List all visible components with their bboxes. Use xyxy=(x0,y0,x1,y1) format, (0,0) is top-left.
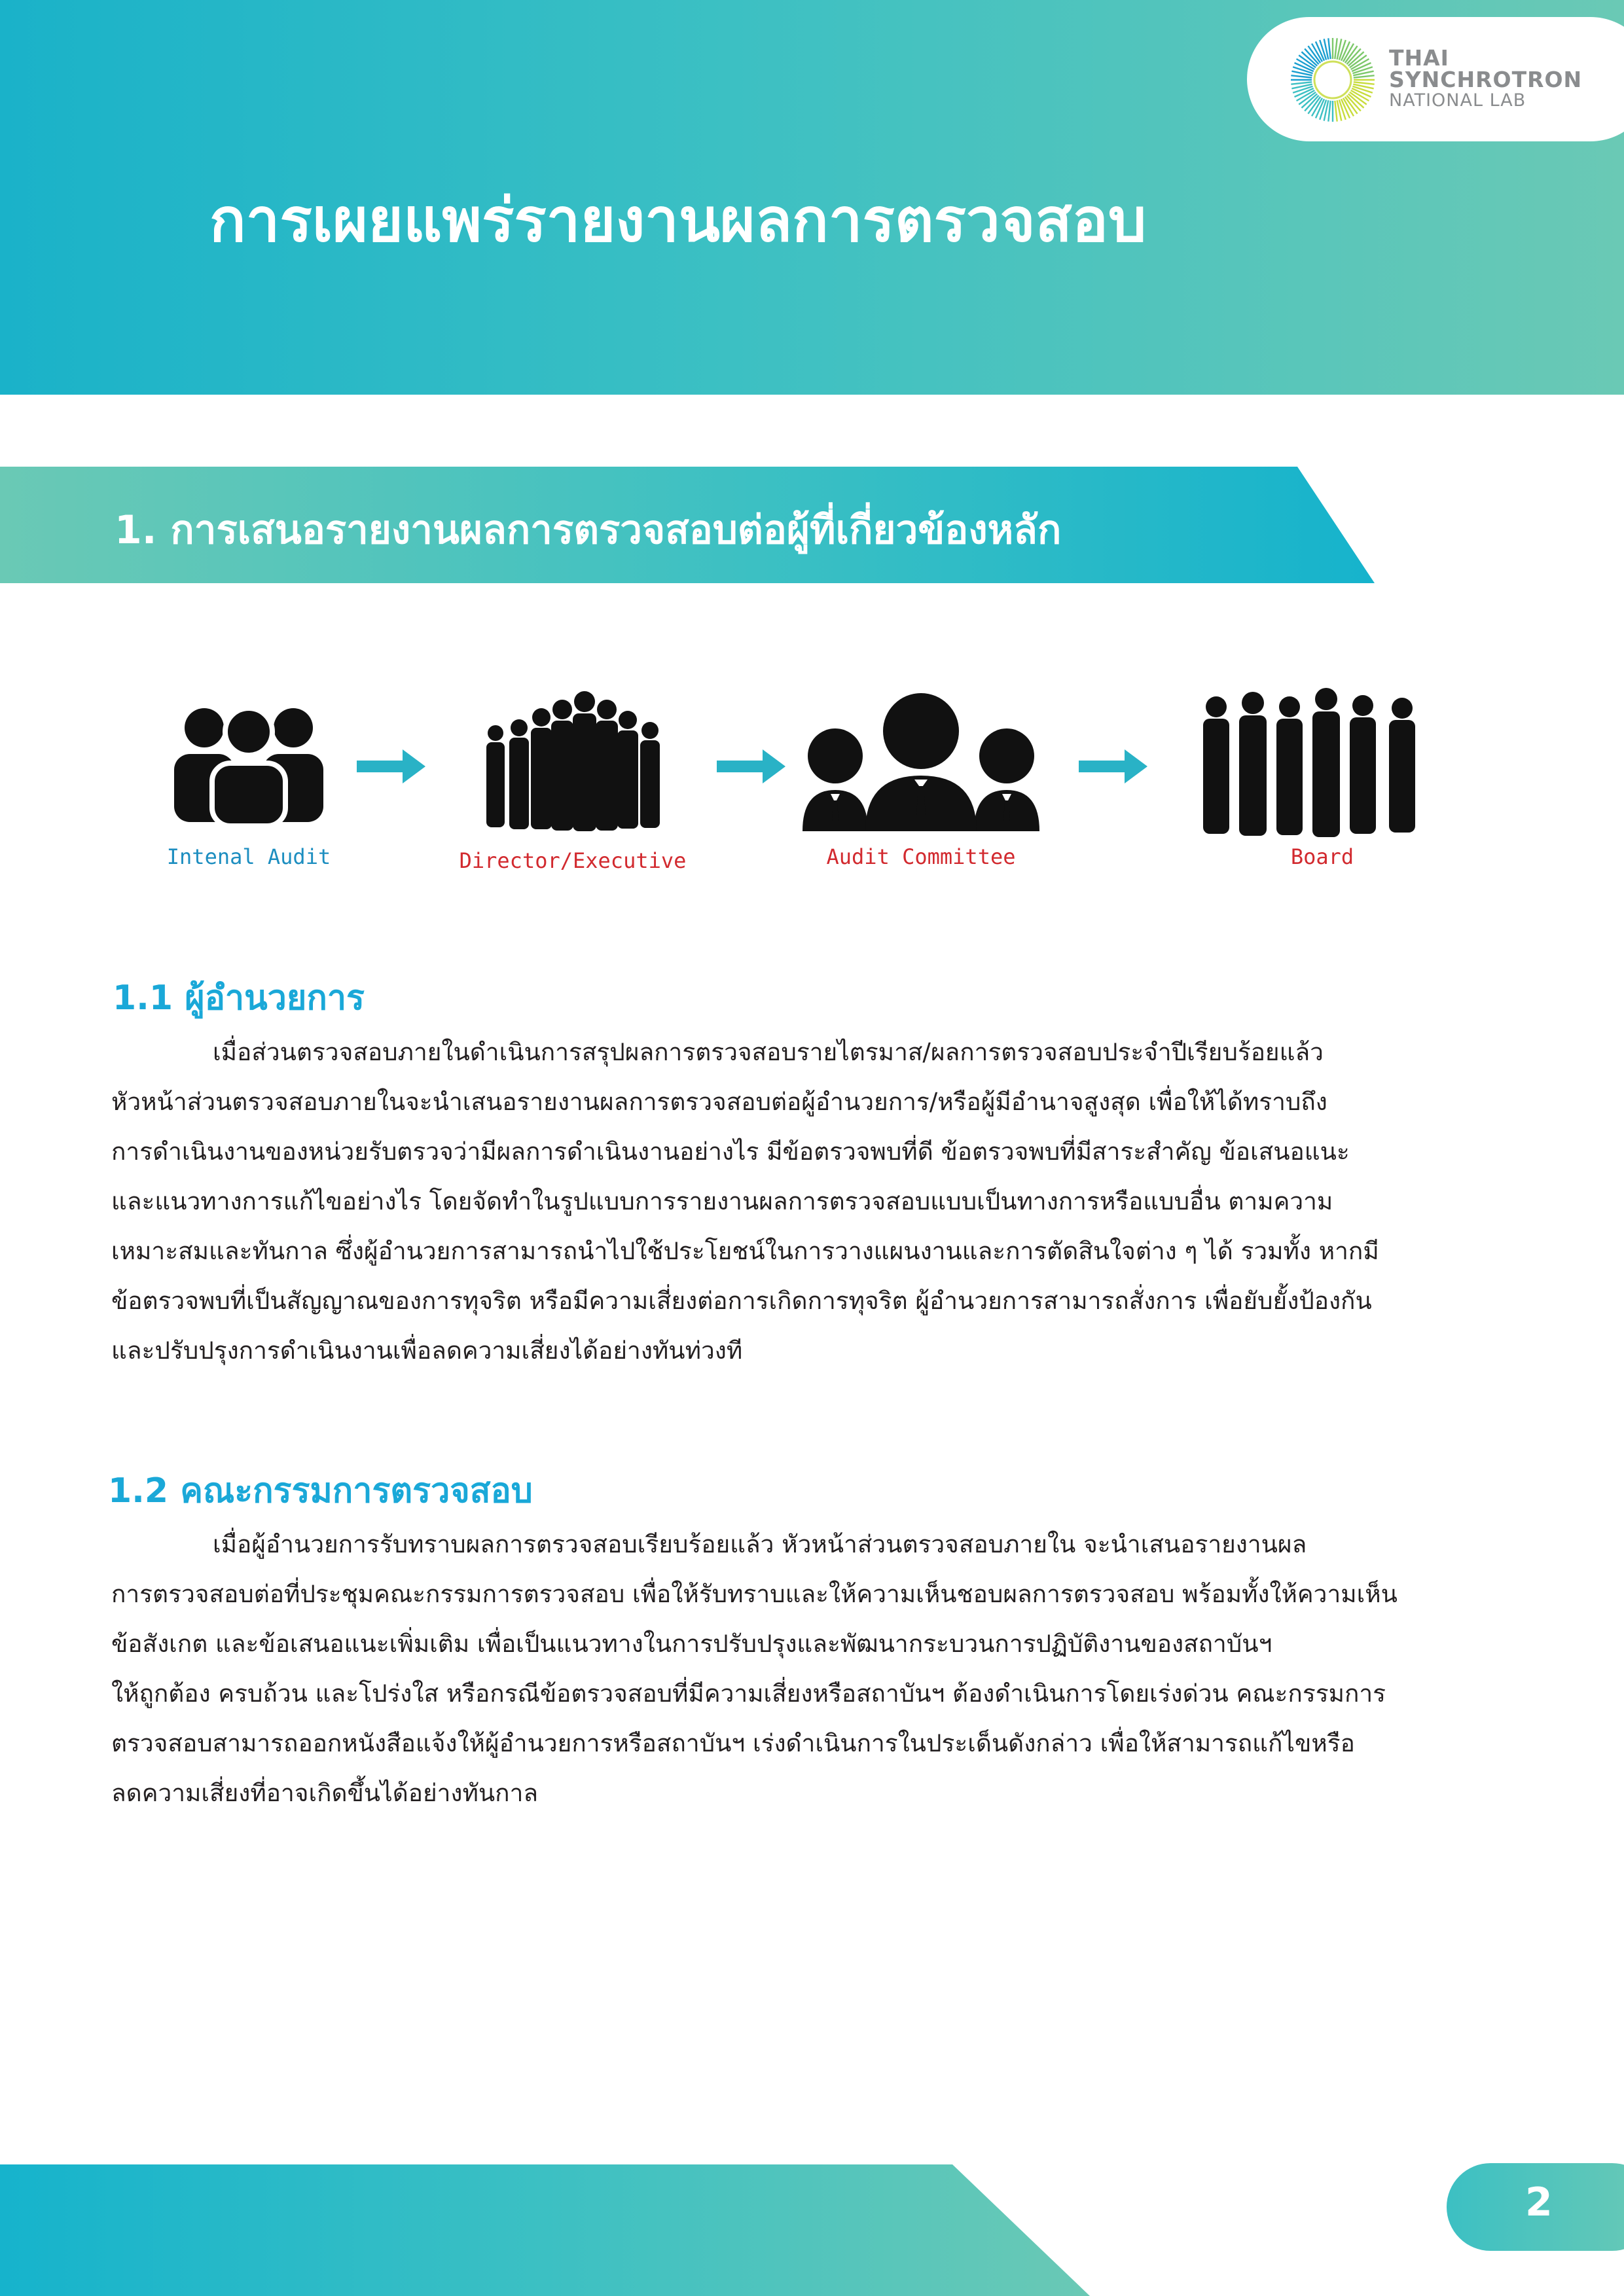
paragraph-line: ตรวจสอบสามารถออกหนังสือแจ้งให้ผู้อำนวยการหรือสถาบันฯ เร่งดำเนินการในประเด็นดังกล่าว เพื่อให้สามารถแก้ไขหรือ xyxy=(111,1729,1355,1757)
synchrotron-logo-icon xyxy=(1288,35,1377,124)
director-executive-group-icon xyxy=(481,687,664,833)
paragraph-line: ข้อตรวจพบที่เป็นสัญญาณของการทุจริต หรือมีความเสี่ยงต่อการเกิดการทุจริต ผู้อำนวยการสามารถสั่งการ เพื่อยับยั้งป้องกัน xyxy=(111,1287,1372,1315)
logo-line-synchrotron: SYNCHROTRON xyxy=(1389,67,1583,92)
paragraph-line: และปรับปรุงการดำเนินงานเพื่อลดความเสี่ยงได้อย่างทันท่วงที xyxy=(111,1336,743,1365)
paragraph-line: และแนวทางการแก้ไขอย่างไร โดยจัดทำในรูปแบบการรายงานผลการตรวจสอบแบบเป็นทางการหรือแบบอื่น ตามความ xyxy=(111,1187,1333,1215)
subsection-heading-audit-committee: 1.2 คณะกรรมการตรวจสอบ xyxy=(108,1471,533,1511)
flow-label-director-executive: Director/Executive xyxy=(459,848,687,873)
logo-wordmark xyxy=(1389,47,1582,109)
flow-label-audit-committee: Audit Committee xyxy=(826,844,1016,869)
footer-banner xyxy=(0,2164,1090,2296)
flow-label-internal-audit: Intenal Audit xyxy=(166,844,331,869)
logo-line-thai: THAI xyxy=(1389,45,1449,71)
paragraph-line: ลดความเสี่ยงที่อาจเกิดขึ้นได้อย่างทันกาล xyxy=(111,1779,539,1807)
page-title: การเผยแพร่รายงานผลการตรวจสอบ xyxy=(209,185,1147,255)
paragraph-line: เมื่อส่วนตรวจสอบภายในดำเนินการสรุปผลการตรวจสอบรายไตรมาส/ผลการตรวจสอบประจำปีเรียบร้อยแล้ว xyxy=(213,1038,1324,1066)
arrow-right-icon xyxy=(1079,749,1147,783)
arrow-right-icon xyxy=(717,749,785,783)
board-group-icon xyxy=(1198,687,1427,839)
paragraph-line: ข้อสังเกต และข้อเสนอแนะเพิ่มเติม เพื่อเป็นแนวทางในการปรับปรุงและพัฒนากระบวนการปฏิบัติงานของสถาบันฯ xyxy=(111,1630,1272,1658)
paragraph-line: การดำเนินงานของหน่วยรับตรวจว่ามีผลการดำเนินงานอย่างไร มีข้อตรวจพบที่ดี ข้อตรวจพบที่มีสาระสำคัญ ข้อเสนอแนะ xyxy=(111,1138,1350,1166)
paragraph-line: เมื่อผู้อำนวยการรับทราบผลการตรวจสอบเรียบร้อยแล้ว หัวหน้าส่วนตรวจสอบภายใน จะนำเสนอรายงานผล xyxy=(213,1530,1307,1558)
paragraph-line: หัวหน้าส่วนตรวจสอบภายในจะนำเสนอรายงานผลการตรวจสอบต่อผู้อำนวยการ/หรือผู้มีอำนาจสูงสุด เพื่อให้ได้ทราบถึง xyxy=(111,1088,1327,1116)
paragraph-line: เหมาะสมและทันกาล ซึ่งผู้อำนวยการสามารถนำไปใช้ประโยชน์ในการวางแผนงานและการตัดสินใจต่าง ๆ ได้ รวมทั้ง หากมี xyxy=(111,1237,1379,1265)
subsection-body-director xyxy=(111,1028,1519,1376)
paragraph-line: ให้ถูกต้อง ครบถ้วน และโปร่งใส หรือกรณีข้อตรวจสอบที่มีความเสี่ยงหรือสถาบันฯ ต้องดำเนินการโดยเร่งด่วน คณะกรรมการ xyxy=(111,1679,1386,1708)
section-title: 1. การเสนอรายงานผลการตรวจสอบต่อผู้ที่เกี่ยวข้องหลัก xyxy=(115,507,1062,553)
logo-line-national-lab: NATIONAL LAB xyxy=(1389,90,1526,111)
internal-audit-group-icon xyxy=(171,700,326,826)
audit-committee-group-icon xyxy=(800,691,1042,831)
flow-label-board: Board xyxy=(1290,844,1354,869)
page-number: 2 xyxy=(1525,2179,1553,2225)
subsection-body-audit-committee xyxy=(111,1520,1519,1818)
paragraph-line: การตรวจสอบต่อที่ประชุมคณะกรรมการตรวจสอบ เพื่อให้รับทราบและให้ความเห็นชอบผลการตรวจสอบ พร้อมทั้งให้ความเห็น xyxy=(111,1580,1398,1608)
subsection-heading-director: 1.1 ผู้อำนวยการ xyxy=(113,978,365,1018)
arrow-right-icon xyxy=(357,749,425,783)
